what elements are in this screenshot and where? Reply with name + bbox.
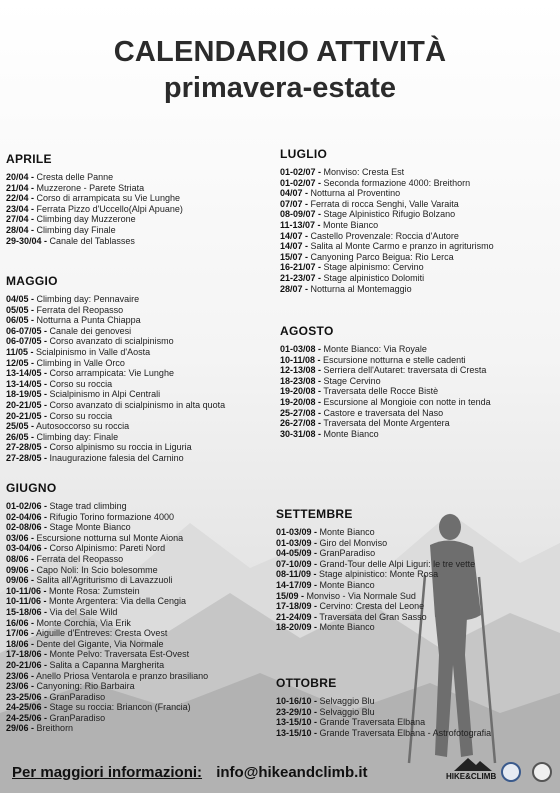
activity-name: Monte Argentera: Via della Cengia [49, 596, 186, 607]
activity-date: 20-21/05 - [6, 399, 48, 410]
activity-date: 02-08/06 - [6, 522, 48, 533]
activity-row [280, 429, 491, 440]
activity-row [280, 209, 494, 220]
activity-name: Cervino: Cresta del Leone [319, 601, 425, 612]
activity-row [276, 707, 491, 718]
activity-row [6, 442, 225, 453]
activity-date: 09/06 - [6, 575, 35, 586]
activity-name: Scialpinismo in Valle d'Aosta [36, 346, 151, 357]
activity-name: Grande Traversata Elbana [319, 717, 426, 728]
activity-row [280, 262, 494, 273]
activity-row [276, 548, 475, 559]
activity-name: Seconda formazione 4000: Breithorn [323, 177, 471, 188]
activity-name: Escursione al Mongioie con notte in tenda [323, 396, 491, 407]
activity-name: Ferrata del Reopasso [36, 304, 124, 315]
activity-date: 21-24/09 - [276, 611, 318, 622]
activity-date: 12/05 - [6, 357, 35, 368]
activity-name: Traversata del Monte Argentera [323, 418, 450, 429]
activity-row [6, 336, 225, 347]
activity-row [6, 618, 208, 629]
month-heading: APRILE [6, 152, 52, 166]
activity-name: Castore e traversata del Naso [323, 407, 444, 418]
activity-date: 08/06 - [6, 553, 35, 564]
activity-date: 18-23/08 - [280, 375, 322, 386]
activity-date: 23-29/10 - [276, 706, 318, 717]
activity-date: 23/06 - [6, 681, 35, 692]
activity-date: 14-17/09 - [276, 579, 318, 590]
activity-row [276, 601, 475, 612]
logo-text: HIKE&CLIMB [446, 772, 497, 781]
activity-name: Stage alpinistico Dolomiti [323, 272, 425, 283]
activity-date: 25-27/08 - [280, 407, 322, 418]
activity-row [276, 717, 491, 728]
activity-name: Monviso - Via Normale Sud [306, 590, 416, 601]
activity-name: Capo Noli: In Scio bolesomme [36, 564, 158, 575]
activity-name: Canyoning: Rio Barbaira [36, 681, 135, 692]
activity-row [6, 400, 225, 411]
activity-row [6, 236, 183, 247]
activity-date: 30-31/08 - [280, 428, 322, 439]
activity-name: Monte Corchia, Via Erik [36, 617, 131, 628]
activity-row [280, 386, 491, 397]
activity-date: 03-04/06 - [6, 543, 48, 554]
activity-date: 28/07 - [280, 283, 309, 294]
activity-name: Salita al Monte Carmo e pranzo in agriturismo [310, 241, 494, 252]
activity-name: Climbing day Finale [36, 224, 116, 235]
activity-name: Monte Pelvo: Traversata Est-Ovest [49, 649, 190, 660]
month-heading: MAGGIO [6, 274, 58, 288]
activity-row [276, 538, 475, 549]
activity-name: Monte Bianco [323, 219, 379, 230]
activity-row [280, 188, 494, 199]
activity-row [6, 586, 208, 597]
activity-date: 25/05 - [6, 421, 35, 432]
activity-name: Corso su roccia [49, 410, 113, 421]
activity-row [280, 273, 494, 284]
activity-row [276, 728, 491, 739]
activity-date: 02-04/06 - [6, 511, 48, 522]
activity-date: 05/05 - [6, 304, 35, 315]
activity-date: 29-30/04 - [6, 235, 48, 246]
activity-row [6, 692, 208, 703]
activity-date: 18-19/05 - [6, 389, 48, 400]
activity-date: 08-09/07 - [280, 209, 322, 220]
activity-name: Notturna al Proventino [310, 188, 401, 199]
activity-date: 18-20/09 - [276, 622, 318, 633]
activity-date: 12-13/08 - [280, 365, 322, 376]
activity-date: 21/04 - [6, 182, 35, 193]
section-luglio [280, 147, 494, 294]
activity-row [6, 543, 208, 554]
activity-name: Climbing day: Finale [36, 431, 119, 442]
activity-row [6, 596, 208, 607]
activity-row [276, 622, 475, 633]
activity-row [276, 527, 475, 538]
activity-name: Monte Bianco: Via Royale [323, 344, 427, 354]
activity-row [6, 702, 208, 713]
activity-name: Autosoccorso su roccia [36, 421, 130, 432]
activity-row [6, 225, 183, 236]
activity-row [6, 554, 208, 565]
activity-date: 07/07 - [280, 198, 309, 209]
activity-row [6, 501, 208, 512]
activity-date: 26/05 - [6, 431, 35, 442]
activity-date: 29/06 - [6, 723, 35, 734]
activity-name: Dente del Gigante, Via Normale [36, 638, 164, 649]
activity-row [6, 389, 225, 400]
activity-name: Selvaggio Blu [319, 696, 375, 706]
activity-row [6, 681, 208, 692]
activity-date: 21-23/07 - [280, 272, 322, 283]
activity-date: 04-05/09 - [276, 548, 318, 559]
activity-name: Stage trad climbing [49, 501, 127, 511]
activity-name: Notturna a Punta Chiappa [36, 315, 141, 326]
activity-name: GranParadiso [319, 548, 376, 559]
activity-name: Monte Bianco [323, 428, 379, 439]
activity-name: GranParadiso [49, 691, 106, 702]
activity-name: Cresta delle Panne [36, 172, 114, 182]
activity-date: 10-16/10 - [276, 696, 318, 706]
activity-date: 13-15/10 - [276, 717, 318, 728]
activity-row [280, 284, 494, 295]
activity-name: Ferrata del Reopasso [36, 553, 124, 564]
activity-date: 01-03/09 - [276, 527, 318, 537]
federation-seal-icon [532, 762, 552, 782]
activity-row [276, 569, 475, 580]
footer-label: Per maggiori informazioni: [12, 764, 203, 781]
activity-row [6, 723, 208, 734]
activity-name: Salita all'Agriturismo di Lavazzuoli [36, 575, 173, 586]
activity-name: Stage Cervino [323, 375, 381, 386]
activity-name: Anello Priosa Ventarola e pranzo brasiliano [36, 670, 209, 681]
activity-row [280, 199, 494, 210]
activity-row [6, 453, 225, 464]
activity-name: Canyoning Parco Beigua: Rio Lerca [310, 251, 454, 262]
activity-date: 13-14/05 - [6, 378, 48, 389]
activity-date: 20-21/05 - [6, 410, 48, 421]
activity-name: Stage alpinistico: Monte Rosa [319, 569, 439, 580]
activity-name: Grande Traversata Elbana - Astrofotografia [319, 727, 492, 738]
activity-name: Climbing day Muzzerone [36, 214, 136, 225]
activity-date: 07-10/09 - [276, 558, 318, 569]
activity-name: Salita a Capanna Margherita [49, 659, 165, 670]
section-agosto [280, 324, 491, 439]
activity-row [280, 167, 494, 178]
month-heading: AGOSTO [280, 324, 334, 338]
activity-row [276, 696, 491, 707]
activity-name: Breithorn [36, 723, 74, 734]
activity-row [280, 365, 491, 376]
section-aprile [6, 152, 183, 246]
activity-row [6, 379, 225, 390]
activity-name: Serriera dell'Autaret: traversata di Cresta [323, 365, 487, 376]
activity-name: Castello Provenzale: Roccia d'Autore [310, 230, 459, 241]
activity-name: Monte Bianco [319, 527, 375, 537]
activity-date: 15/07 - [280, 251, 309, 262]
activity-name: Corso alpinismo su roccia in Liguria [49, 442, 192, 453]
activity-date: 06-07/05 - [6, 325, 48, 336]
activity-name: Stage su roccia: Briancon (Francia) [49, 702, 191, 713]
activity-date: 19-20/08 - [280, 386, 322, 397]
activity-name: Canale del Tablasses [49, 235, 135, 246]
activity-date: 13-15/10 - [276, 727, 318, 738]
activity-name: Monte Bianco [319, 622, 375, 633]
activity-date: 26-27/08 - [280, 418, 322, 429]
activity-row [6, 315, 225, 326]
activity-row [280, 344, 491, 355]
activity-row [6, 411, 225, 422]
activity-date: 06-07/05 - [6, 336, 48, 347]
activity-name: Aiguille d'Entreves: Cresta Ovest [36, 628, 168, 639]
activity-row [280, 231, 494, 242]
activity-row [6, 193, 183, 204]
activity-name: Corso Alpinismo: Pareti Nord [49, 543, 166, 554]
activity-row [6, 671, 208, 682]
activity-row [276, 612, 475, 623]
activity-row [6, 214, 183, 225]
hike-and-climb-logo [446, 756, 498, 784]
activity-row [6, 368, 225, 379]
activity-name: Inaugurazione falesia del Carnino [49, 452, 184, 463]
activity-row [6, 660, 208, 671]
activity-date: 03/06 - [6, 532, 35, 543]
activity-name: Monviso: Cresta Est [323, 167, 405, 177]
activity-row [6, 607, 208, 618]
activity-date: 23/06 - [6, 670, 35, 681]
section-maggio [6, 274, 225, 464]
activity-name: Monte Rosa: Zumstein [49, 585, 140, 596]
activity-name: Corso su roccia [49, 378, 113, 389]
activity-date: 10-11/06 - [6, 585, 47, 596]
footer-email-link[interactable]: info@hikeandclimb.it [216, 764, 368, 781]
activity-row [6, 512, 208, 523]
activity-name: Muzzerone - Parete Striata [36, 182, 145, 193]
activity-name: Via del Sale Wild [49, 606, 118, 617]
activity-date: 23/04 - [6, 203, 35, 214]
activity-date: 04/05 - [6, 294, 35, 304]
activity-name: Giro del Monviso [319, 537, 388, 548]
activity-date: 01-02/07 - [280, 167, 322, 177]
activity-date: 20-21/06 - [6, 659, 48, 670]
activity-date: 17-18/09 - [276, 601, 318, 612]
page-title: CALENDARIO ATTIVITÀ [113, 36, 447, 68]
activity-name: Escursione notturna sul Monte Aiona [36, 532, 184, 543]
activity-name: Corso di arrampicata su Vie Lunghe [36, 193, 180, 204]
activity-name: Climbing day: Pennavaire [36, 294, 140, 304]
activity-row [276, 591, 475, 602]
activity-name: Corso avanzato di scialpinismo in alta quota [49, 399, 226, 410]
activity-name: Stage Alpinistico Rifugio Bolzano [323, 209, 456, 220]
activity-row [6, 421, 225, 432]
activity-date: 24-25/06 - [6, 702, 48, 713]
activity-date: 14/07 - [280, 241, 309, 252]
activity-date: 27-28/05 - [6, 442, 48, 453]
activity-row [6, 575, 208, 586]
activity-date: 17-18/06 - [6, 649, 48, 660]
activity-row [6, 347, 225, 358]
activity-name: Climbing in Valle Orco [36, 357, 125, 368]
activity-date: 09/06 - [6, 564, 35, 575]
page-subtitle: primavera-estate [163, 72, 397, 104]
activity-name: Selvaggio Blu [319, 706, 375, 717]
activity-date: 06/05 - [6, 315, 35, 326]
activity-row [280, 220, 494, 231]
activity-name: Traversata del Gran Sasso [319, 611, 427, 622]
activity-date: 27-28/05 - [6, 452, 48, 463]
activity-date: 11/05 - [6, 346, 34, 357]
activity-name: Notturna al Montemaggio [310, 283, 412, 294]
section-settembre [276, 507, 475, 633]
footer-info [12, 764, 368, 781]
activity-date: 01-02/06 - [6, 501, 48, 511]
activity-date: 01-03/09 - [276, 537, 318, 548]
activity-date: 13-14/05 - [6, 368, 48, 379]
activity-row [6, 533, 208, 544]
activity-date: 15-18/06 - [6, 606, 48, 617]
month-heading: OTTOBRE [276, 676, 337, 690]
activity-name: Corso arrampicata: Vie Lunghe [49, 368, 174, 379]
section-ottobre [276, 676, 491, 738]
month-heading: LUGLIO [280, 147, 328, 161]
activity-date: 27/04 - [6, 214, 35, 225]
activity-name: GranParadiso [49, 712, 106, 723]
activity-name: Traversata delle Rocce Bistè [323, 386, 439, 397]
activity-date: 10-11/06 - [6, 596, 47, 607]
activity-row [6, 326, 225, 337]
activity-row [6, 305, 225, 316]
activity-date: 19-20/08 - [280, 396, 322, 407]
activity-row [276, 559, 475, 570]
activity-name: Stage Monte Bianco [49, 522, 131, 533]
activity-date: 17/06 - [6, 628, 35, 639]
activity-row [280, 241, 494, 252]
activity-name: Escursione notturna e stelle cadenti [323, 354, 466, 365]
activity-name: Ferrata Pizzo d'Uccello(Alpi Apuane) [36, 203, 183, 214]
activity-date: 11-13/07 - [280, 219, 321, 230]
activity-date: 15/09 - [276, 590, 305, 601]
activity-row [280, 252, 494, 263]
activity-name: Canale dei genovesi [49, 325, 132, 336]
association-seal-icon [501, 762, 521, 782]
activity-row [6, 649, 208, 660]
activity-date: 01-02/07 - [280, 177, 322, 188]
activity-date: 08-11/09 - [276, 569, 317, 580]
activity-date: 10-11/08 - [280, 354, 321, 365]
activity-date: 04/07 - [280, 188, 309, 199]
activity-date: 23-25/06 - [6, 691, 48, 702]
activity-date: 16/06 - [6, 617, 35, 628]
activity-row [6, 172, 183, 183]
activity-row [6, 639, 208, 650]
section-giugno [6, 481, 208, 734]
activity-row [280, 376, 491, 387]
activity-row [280, 397, 491, 408]
activity-row [6, 294, 225, 305]
activity-name: Rifugio Torino formazione 4000 [49, 511, 174, 522]
activity-date: 18/06 - [6, 638, 35, 649]
activity-date: 28/04 - [6, 224, 35, 235]
activity-name: Stage alpinismo: Cervino [323, 262, 424, 273]
activity-date: 24-25/06 - [6, 712, 48, 723]
month-heading: GIUGNO [6, 481, 57, 495]
activity-name: Grand-Tour delle Alpi Liguri: le tre vette [319, 558, 476, 569]
activity-date: 01-03/08 - [280, 344, 322, 354]
activity-row [6, 432, 225, 443]
activity-name: Scialpinismo in Alpi Centrali [49, 389, 161, 400]
activity-row [6, 565, 208, 576]
activity-row [6, 204, 183, 215]
activity-row [6, 183, 183, 194]
activity-name: Monte Bianco [319, 579, 375, 590]
activity-row [280, 408, 491, 419]
activity-row [6, 522, 208, 533]
activity-row [6, 713, 208, 724]
activity-row [280, 178, 494, 189]
activity-date: 14/07 - [280, 230, 309, 241]
activity-row [6, 358, 225, 369]
activity-row [280, 355, 491, 366]
activity-row [276, 580, 475, 591]
activity-row [6, 628, 208, 639]
activity-date: 20/04 - [6, 172, 35, 182]
activity-row [280, 418, 491, 429]
activity-date: 16-21/07 - [280, 262, 322, 273]
activity-name: Ferrata di rocca Senghi, Valle Varaita [310, 198, 459, 209]
activity-name: Corso avanzato di scialpinismo [49, 336, 174, 347]
month-heading: SETTEMBRE [276, 507, 353, 521]
logo-mountain-icon [446, 756, 498, 772]
activity-date: 22/04 - [6, 193, 35, 204]
